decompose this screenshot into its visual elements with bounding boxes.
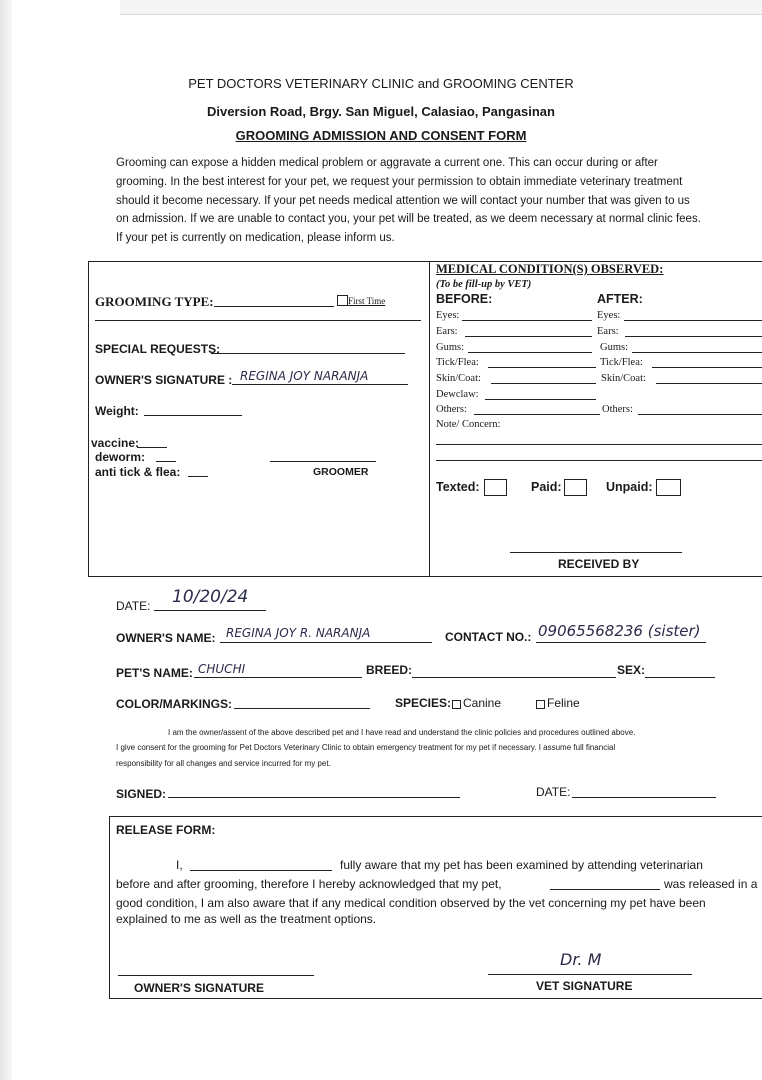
species-label: SPECIES: (395, 696, 452, 710)
release-line2-prefix: before and after grooming, therefore I hereby acknowledged that my pet, (116, 877, 502, 891)
signed-field[interactable] (168, 797, 460, 798)
after-field-label: Ears: (597, 326, 619, 337)
pet-name-value: CHUCHI (198, 662, 246, 676)
before-field-line[interactable] (474, 414, 600, 415)
feline-checkbox[interactable] (536, 700, 545, 709)
color-markings-label: COLOR/MARKINGS: (116, 697, 232, 711)
special-requests-field[interactable] (211, 353, 405, 354)
before-field-line[interactable] (485, 399, 596, 400)
after-field-label: Others: (602, 404, 633, 415)
paid-checkbox[interactable] (564, 479, 587, 496)
after-field-label: Tick/Flea: (600, 357, 643, 368)
signed-label: SIGNED: (116, 787, 167, 801)
owner-signature-line[interactable] (118, 975, 314, 976)
after-field-line[interactable] (652, 367, 762, 368)
before-field-label: Eyes: (436, 310, 460, 321)
vet-signature-value: Dr. M (560, 950, 602, 969)
breed-label: BREED: (366, 663, 413, 677)
release-line4: explained to me as well as the treatment options. (116, 912, 377, 926)
before-field-label: Tick/Flea: (436, 357, 479, 368)
release-line1-suffix: fully aware that my pet has been examined by attending veterinarian (340, 858, 703, 872)
date-field[interactable] (154, 610, 266, 611)
owner-signature-value: REGINA JOY NARANJA (240, 369, 369, 383)
note-label: Note/ Concern: (436, 419, 501, 430)
paid-label: Paid: (531, 480, 562, 494)
vaccine-label: vaccine: (91, 436, 140, 450)
after-field-label: Skin/Coat: (601, 373, 646, 384)
release-pet-name-field[interactable] (550, 889, 660, 890)
release-owner-name-field[interactable] (190, 870, 332, 871)
paper-shadow (0, 0, 12, 1080)
before-field-label: Others: (436, 404, 467, 415)
before-field-label: Dewclaw: (436, 389, 479, 400)
vet-signature-label: VET SIGNATURE (536, 979, 633, 993)
owner-signature-field[interactable] (232, 384, 408, 385)
note-line[interactable] (436, 460, 762, 461)
breed-field[interactable] (412, 677, 616, 678)
texted-label: Texted: (436, 480, 480, 494)
first-time-label: First Time (348, 296, 386, 306)
after-field-line[interactable] (625, 336, 762, 337)
medical-subtitle: (To be fill-up by VET) (436, 279, 532, 290)
before-field-line[interactable] (465, 336, 592, 337)
deworm-field[interactable] (156, 461, 176, 462)
intro-line: should it become necessary. If your pet needs medical attention we will contact your number that was given to us (116, 195, 690, 207)
consent-line: I give consent for the grooming for Pet Doctors Veterinary Clinic to obtain emergency treatment for my pet if necessary. I assume full financial (116, 743, 616, 752)
release-owner-signature-label: OWNER'S SIGNATURE (134, 981, 264, 995)
first-time-checkbox[interactable] (337, 295, 348, 306)
owner-name-field[interactable] (220, 642, 432, 643)
received-by-line[interactable] (510, 552, 682, 553)
before-field-line[interactable] (491, 383, 596, 384)
before-field-label: Ears: (436, 326, 458, 337)
unpaid-label: Unpaid: (606, 480, 653, 494)
release-line2-suffix: was released in a (664, 877, 758, 891)
clinic-address: Diversion Road, Brgy. San Miguel, Calasiao, Pangasinan (207, 104, 555, 119)
owner-name-value: REGINA JOY R. NARANJA (226, 626, 371, 640)
color-markings-field[interactable] (234, 708, 370, 709)
intro-line: grooming. In the best interest for your pet, we request your permission to obtain immediate veterinary treatment (116, 176, 683, 188)
after-field-label: Eyes: (597, 310, 621, 321)
before-field-label: Gums: (436, 342, 465, 353)
grooming-type-field[interactable] (214, 306, 334, 307)
paper-top-edge (120, 0, 762, 15)
before-field-line[interactable] (488, 367, 596, 368)
medical-title: MEDICAL CONDITION(S) OBSERVED: (436, 262, 664, 276)
sex-label: SEX: (617, 663, 646, 677)
after-field-line[interactable] (656, 383, 762, 384)
clinic-name: PET DOCTORS VETERINARY CLINIC and GROOMING CENTER (188, 76, 574, 91)
received-by-label: RECEIVED BY (558, 557, 640, 571)
grooming-type-label: GROOMING TYPE: (95, 294, 214, 309)
note-line[interactable] (436, 444, 762, 445)
deworm-label: deworm: (95, 450, 146, 464)
pet-name-field[interactable] (194, 677, 362, 678)
texted-checkbox[interactable] (484, 479, 507, 496)
consent-line: responsibility for all changes and service incurred for my pet. (116, 759, 331, 768)
form-title: GROOMING ADMISSION AND CONSENT FORM (235, 128, 527, 143)
after-label: AFTER: (597, 292, 643, 306)
before-field-label: Skin/Coat: (436, 373, 481, 384)
unpaid-checkbox[interactable] (656, 479, 681, 496)
before-label: BEFORE: (436, 292, 493, 306)
after-field-line[interactable] (638, 414, 762, 415)
signed-date-field[interactable] (572, 797, 716, 798)
before-field-line[interactable] (462, 320, 592, 321)
contact-label: CONTACT NO.: (445, 630, 532, 644)
owner-signature-label: OWNER'S SIGNATURE : (95, 373, 233, 387)
special-requests-label: SPECIAL REQUESTS: (95, 342, 221, 356)
contact-value: 09065568236 (sister) (538, 622, 701, 640)
weight-field[interactable] (144, 415, 242, 416)
intro-line: on admission. If we are unable to contact you, your pet will be treated, as we deem necessary at normal clinic fees. (116, 213, 701, 225)
groomer-signature-line[interactable] (270, 461, 376, 462)
feline-label: Feline (547, 696, 580, 710)
grooming-type-extra-line[interactable] (95, 320, 421, 321)
canine-label: Canine (463, 696, 502, 710)
intro-line: Grooming can expose a hidden medical problem or aggravate a current one. This can occur during or after (116, 157, 658, 169)
anti-tick-field[interactable] (188, 476, 208, 477)
vaccine-field[interactable] (137, 447, 167, 448)
intro-line: If your pet is currently on medication, please inform us. (116, 232, 395, 244)
owner-name-label: OWNER'S NAME: (116, 631, 216, 645)
canine-checkbox[interactable] (452, 700, 461, 709)
release-line3: good condition, I am also aware that if any medical condition observed by the vet concerning my pet have been (116, 896, 706, 910)
release-title: RELEASE FORM: (116, 823, 216, 837)
vet-signature-line[interactable] (488, 974, 692, 975)
weight-label: Weight: (95, 404, 139, 418)
contact-field[interactable] (536, 642, 706, 643)
anti-tick-label: anti tick & flea: (95, 465, 181, 479)
section-divider (429, 261, 430, 576)
before-field-line[interactable] (468, 352, 592, 353)
consent-line: I am the owner/assent of the above described pet and I have read and understand the clinic policies and procedures outlined above. (168, 728, 636, 737)
sex-field[interactable] (645, 677, 715, 678)
after-field-label: Gums: (600, 342, 629, 353)
release-line1-prefix: I, (176, 858, 183, 872)
after-field-line[interactable] (624, 320, 762, 321)
date-value: 10/20/24 (172, 587, 249, 607)
date-label: DATE: (116, 599, 151, 613)
after-field-line[interactable] (632, 352, 762, 353)
pet-name-label: PET'S NAME: (116, 666, 193, 680)
signed-date-label: DATE: (536, 785, 571, 799)
groomer-label: GROOMER (313, 466, 369, 478)
